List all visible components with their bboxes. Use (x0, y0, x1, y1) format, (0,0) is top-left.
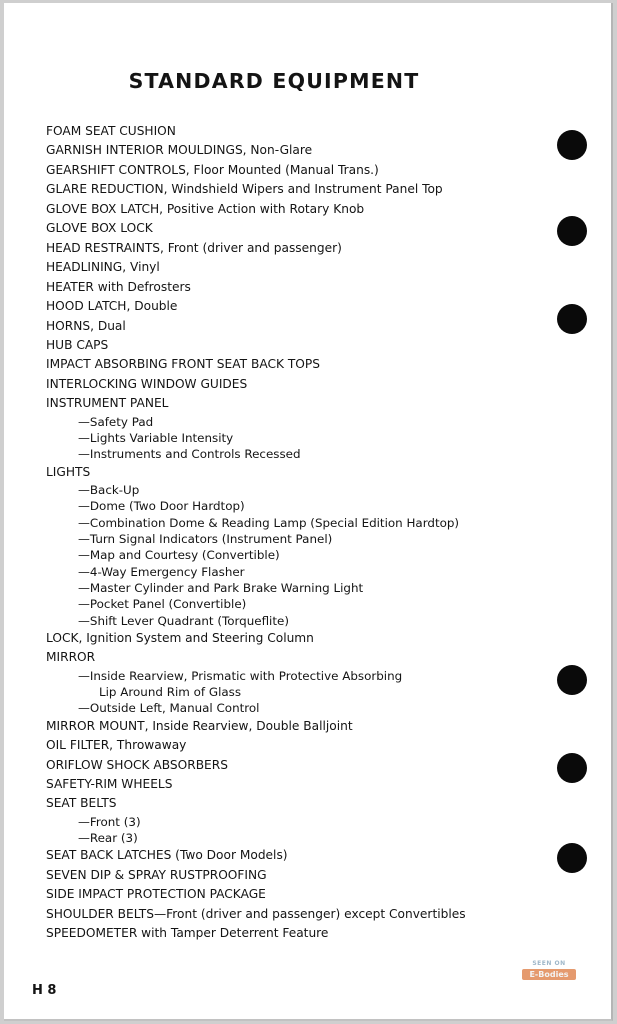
equipment-item-name: INSTRUMENT PANEL (46, 396, 169, 411)
equipment-item-name: HORNS, (46, 318, 94, 333)
equipment-subitem: —Dome (Two Door Hardtop) (78, 499, 245, 514)
equipment-item-name: HEADLINING, (46, 260, 127, 275)
equipment-subitem: —Instruments and Controls Recessed (78, 447, 301, 462)
equipment-subitem: —Master Cylinder and Park Brake Warning Light (78, 580, 364, 595)
binder-hole (557, 216, 587, 246)
equipment-subitem: —Safety Pad (78, 414, 154, 429)
equipment-item-name: GLOVE BOX LATCH, (46, 201, 164, 216)
equipment-list (46, 122, 566, 944)
equipment-item (46, 866, 566, 885)
equipment-item-name: SEVEN DIP & SPRAY RUSTPROOFING (46, 867, 267, 882)
equipment-item (46, 794, 566, 846)
equipment-item-detail: with Defrosters (93, 279, 191, 294)
equipment-item-detail: Inside Rearview, Double Balljoint (148, 718, 353, 733)
equipment-item-name: LOCK, (46, 630, 83, 645)
equipment-item-detail: Front (driver and passenger) except Convertibles (166, 906, 466, 921)
equipment-subitem: —Map and Courtesy (Convertible) (78, 548, 280, 563)
equipment-item (46, 905, 566, 924)
equipment-item (46, 717, 566, 736)
equipment-item-detail: Throwaway (113, 738, 187, 753)
equipment-item (46, 141, 566, 160)
equipment-item-name: FOAM SEAT CUSHION (46, 124, 176, 138)
binder-hole (557, 843, 587, 873)
equipment-item-name: GLOVE BOX LOCK (46, 221, 153, 236)
equipment-subitems (46, 814, 566, 847)
equipment-item-detail: Non-Glare (246, 143, 313, 158)
equipment-subitem: —Combination Dome & Reading Lamp (Special Edition Hardtop) (78, 515, 460, 530)
equipment-item-name: HEATER (46, 279, 94, 294)
equipment-subitems (46, 414, 566, 463)
equipment-item (46, 629, 566, 648)
equipment-subitem: —Inside Rearview, Prismatic with Protective Absorbing (78, 668, 403, 683)
equipment-item-name: MIRROR (46, 650, 96, 665)
binder-hole (557, 665, 587, 695)
equipment-item (46, 278, 566, 297)
watermark-line1: SEEN ON (532, 960, 566, 967)
equipment-item-detail: (Two Door Models) (171, 848, 288, 863)
equipment-item-name: SEAT BACK LATCHES (46, 848, 172, 863)
equipment-item (46, 756, 566, 775)
equipment-item-name: GARNISH INTERIOR MOULDINGS, (46, 143, 247, 158)
equipment-subitem: —Outside Left, Manual Control (78, 701, 260, 716)
equipment-item (46, 258, 566, 277)
equipment-item (46, 336, 566, 355)
equipment-subitem: —Turn Signal Indicators (Instrument Panel) (78, 532, 333, 547)
equipment-item-detail: Vinyl (126, 260, 160, 275)
page-title: STANDARD EQUIPMENT (128, 69, 420, 93)
equipment-item-name: SIDE IMPACT PROTECTION PACKAGE (46, 887, 266, 902)
equipment-item (46, 122, 566, 141)
equipment-subitem: —Back-Up (78, 483, 140, 498)
equipment-item (46, 846, 566, 865)
equipment-item-detail: Ignition System and Steering Column (82, 630, 314, 645)
equipment-item-name: MIRROR MOUNT, (46, 718, 149, 733)
equipment-item-name: OIL FILTER, (46, 738, 114, 753)
equipment-item-name: SHOULDER BELTS— (46, 906, 167, 921)
equipment-item-name: HOOD LATCH, (46, 299, 131, 314)
equipment-subitem: —Front (3) (78, 814, 141, 829)
equipment-item-detail: Dual (93, 318, 126, 333)
equipment-subitems (46, 668, 566, 717)
equipment-subitems (46, 482, 566, 629)
equipment-item-name: HEAD RESTRAINTS, (46, 240, 164, 255)
page-number: H 8 (32, 983, 57, 998)
equipment-subitem: —Shift Lever Quadrant (Torqueflite) (78, 613, 289, 628)
equipment-item (46, 375, 566, 394)
equipment-subitem: —Pocket Panel (Convertible) (78, 597, 247, 612)
equipment-subitem: —Lights Variable Intensity (78, 431, 234, 446)
binder-hole (557, 304, 587, 334)
equipment-item-name: SEAT BELTS (46, 796, 117, 811)
equipment-item-detail: Double (130, 299, 178, 314)
equipment-item (46, 200, 566, 219)
watermark-logo (522, 960, 576, 990)
equipment-item (46, 775, 566, 794)
document-page (4, 3, 613, 1021)
equipment-item (46, 317, 566, 336)
binder-hole (557, 753, 587, 783)
equipment-item-detail: Floor Mounted (Manual Trans.) (189, 162, 379, 177)
equipment-item (46, 736, 566, 755)
equipment-item (46, 297, 566, 316)
equipment-item (46, 355, 566, 374)
equipment-item-name: GLARE REDUCTION, (46, 182, 168, 197)
equipment-item-name: SAFETY-RIM WHEELS (46, 776, 173, 791)
equipment-subitem: Lip Around Rim of Glass (99, 685, 242, 700)
equipment-item-detail: with Tamper Deterrent Feature (137, 926, 329, 941)
watermark-line2: E-Bodies (522, 969, 576, 980)
equipment-item (46, 463, 566, 629)
equipment-item-name: IMPACT ABSORBING FRONT SEAT BACK TOPS (46, 357, 320, 372)
equipment-item-name: INTERLOCKING WINDOW GUIDES (46, 376, 248, 391)
equipment-item (46, 885, 566, 904)
equipment-item (46, 161, 566, 180)
equipment-subitem: —4-Way Emergency Flasher (78, 564, 245, 579)
equipment-item-name: SPEEDOMETER (46, 926, 138, 941)
equipment-item-name: GEARSHIFT CONTROLS, (46, 162, 190, 177)
equipment-item (46, 239, 566, 258)
equipment-item (46, 648, 566, 716)
equipment-item-detail: Positive Action with Rotary Knob (163, 201, 365, 216)
equipment-item-name: HUB CAPS (46, 337, 109, 352)
equipment-subitem: —Rear (3) (78, 831, 138, 846)
equipment-item-detail: Windshield Wipers and Instrument Panel Top (167, 182, 443, 197)
equipment-item-name: LIGHTS (46, 464, 91, 479)
equipment-item-name: ORIFLOW SHOCK ABSORBERS (46, 757, 228, 772)
equipment-item (46, 180, 566, 199)
equipment-item (46, 219, 566, 238)
equipment-item-detail: Front (driver and passenger) (163, 240, 342, 255)
equipment-item (46, 394, 566, 462)
binder-hole (557, 130, 587, 160)
equipment-item (46, 924, 566, 943)
